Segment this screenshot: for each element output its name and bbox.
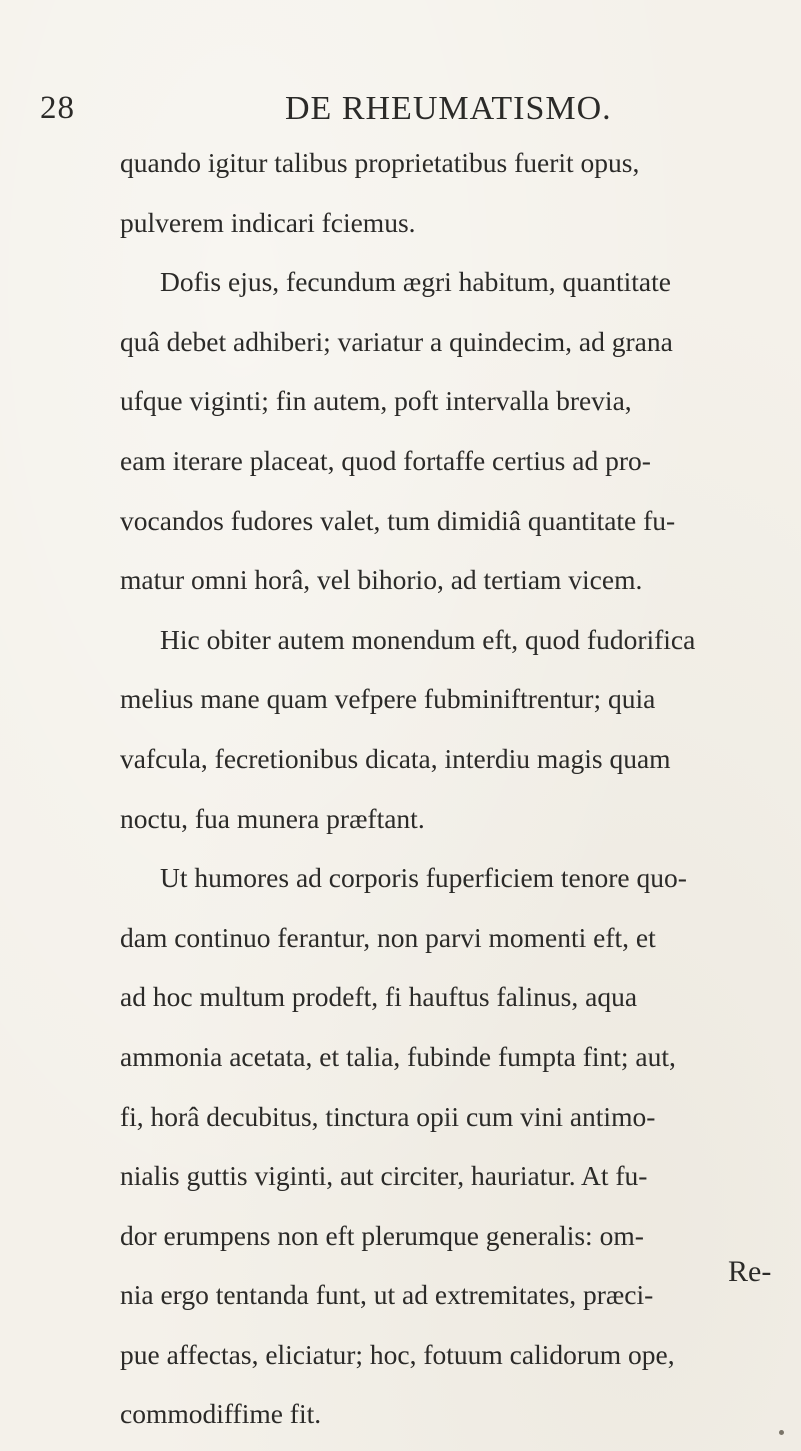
- body-text: [120, 133, 780, 1444]
- text-line: commodiffime fit.: [120, 1398, 322, 1430]
- page-number: 28: [40, 90, 75, 126]
- text-line: quando igitur talibus proprietatibus fuerit opus,: [120, 147, 640, 178]
- text-line: vafcula, fecretionibus dicata, interdiu magis quam: [120, 742, 671, 774]
- text-line: Ut humores ad corporis fuperficiem tenore quo-: [160, 862, 687, 894]
- text-line: nia ergo tentanda funt, ut ad extremitates, præci-: [120, 1279, 654, 1311]
- catchword: Re-: [728, 1255, 772, 1288]
- text-line: quâ debet adhiberi; variatur a quindecim, ad grana: [120, 325, 673, 357]
- text-line: eam iterare placeat, quod fortaffe certius ad pro-: [120, 444, 651, 476]
- text-line: nialis guttis viginti, aut circiter, hauriatur. At fu-: [120, 1160, 648, 1192]
- text-line: ammonia acetata, et talia, fubinde fumpta fint; aut,: [120, 1040, 676, 1072]
- text-line: Hic obiter autem monendum eft, quod fudorifica: [160, 623, 696, 655]
- text-line: noctu, fua munera præftant.: [120, 802, 425, 834]
- text-line: Dofis ejus, fecundum ægri habitum, quantitate: [160, 266, 671, 298]
- text-line: dam continuo ferantur, non parvi momenti eft, et: [120, 921, 656, 953]
- text-line: pulverem indicari fciemus.: [120, 206, 416, 238]
- paper-speck: [779, 1430, 784, 1435]
- text-line: ufque viginti; fin autem, poft intervalla brevia,: [120, 385, 632, 417]
- text-line: melius mane quam vefpere fubminiftrentur; quia: [120, 683, 656, 715]
- text-line: dor erumpens non eft plerumque generalis: om-: [120, 1219, 644, 1251]
- text-line: vocandos fudores valet, tum dimidiâ quantitate fu-: [120, 504, 676, 536]
- text-line: fi, horâ decubitus, tinctura opii cum vini antimo-: [120, 1100, 656, 1132]
- text-line: pue affectas, eliciatur; hoc, fotuum calidorum ope,: [120, 1338, 675, 1370]
- text-line: matur omni horâ, vel bihorio, ad tertiam vicem.: [120, 564, 643, 596]
- text-line: ad hoc multum prodeft, fi hauftus falinus, aqua: [120, 981, 638, 1013]
- running-head: DE RHEUMATISMO.: [285, 90, 612, 127]
